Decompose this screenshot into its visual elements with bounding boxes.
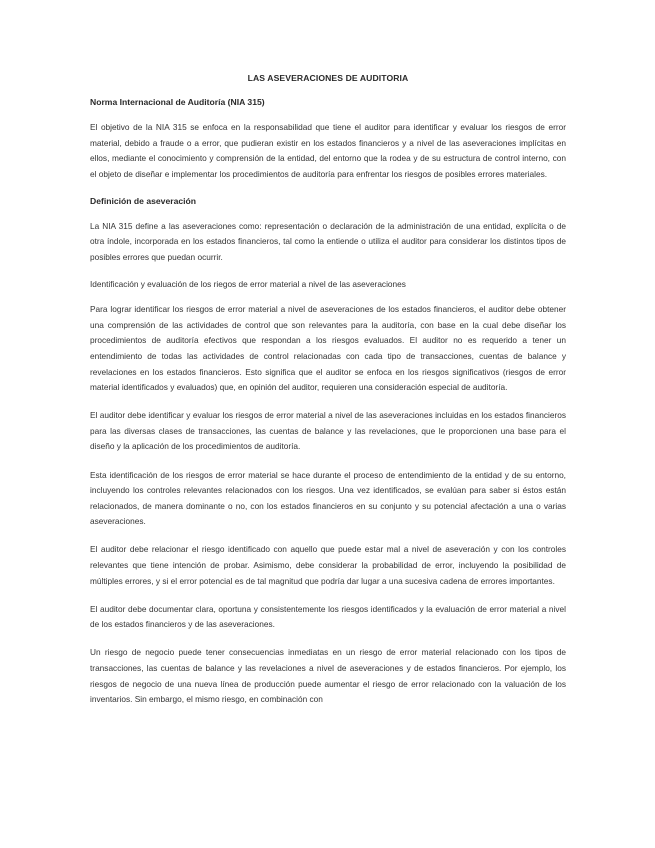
paragraph-body: Esta identificación de los riesgos de error material se hace durante el proceso de entendimiento de la entidad y de su entorno, incluyendo los controles relevantes relacionados con los riesgos. Una vez identificados, se evalúan para saber si éstos están relacionados, de manera dominante o no, con los estados financieros en su conjunto y su potencial afectación a una o varias aseveraciones. — [90, 469, 566, 527]
document-page — [90, 72, 566, 720]
paragraph-body: Un riesgo de negocio puede tener consecuencias inmediatas en un riesgo de error material relacionado con los tipos de transacciones, las cuentas de balance y las revelaciones a nivel de aseveraciones y de estados financieros. Por ejemplo, los riesgos de negocio de una nueva línea de producción puede aumentar el riesgo de error relacionado con la valuación de los inventarios. Sin embargo, el mismo riesgo, en combinación con — [90, 647, 566, 705]
paragraph-body: El auditor debe relacionar el riesgo identificado con aquello que puede estar mal a nivel de aseveración y con los controles relevantes que tiene intención de probar. Asimismo, debe considerar la probabilidad de error, incluyendo la posibilidad de múltiples errores, y si el error potencial es de tal magnitud que podría dar lugar a una sucesiva cadena de errores importantes. — [90, 544, 566, 586]
paragraph-definicion: La NIA 315 define a las aseveraciones como: representación o declaración de la administración de una entidad, explícita o de otra índole, incorporada en los estados financieros, tal como la entiende o utiliza el auditor para considerar los distintos tipos de posibles errores que puedan ocurrir. — [90, 220, 566, 263]
document-title: LAS ASEVERACIONES DE AUDITORIA — [247, 73, 409, 83]
section-heading-definicion: Definición de aseveración — [90, 195, 197, 206]
paragraph-body: El auditor debe documentar clara, oportuna y consistentemente los riesgos identificados y la evaluación de error material a nivel de los estados financieros y de las aseveraciones. — [90, 603, 566, 630]
paragraph-body: Para lograr identificar los riesgos de error material a nivel de aseveraciones de los estados financieros, el auditor debe obtener una comprensión de las actividades de control que son relevantes para la auditoría, con base en la cual debe diseñar los procedimientos de auditoría efectivos que respondan a los riesgos evaluados. El auditor no es requerido a tener un entendimiento de todas las actividades de control relacionadas con cada tipo de transacciones, cuentas de balance y revelaciones en los estados financieros. Esto significa que el auditor se enfoca en los riesgos significativos (riesgos de error material identificados y evaluados) que, en opinión del auditor, requieren una consideración especial de auditoría. — [90, 304, 566, 393]
paragraph-objetivo: El objetivo de la NIA 315 se enfoca en la responsabilidad que tiene el auditor para identificar y evaluar los riesgos de error material, debido a fraude o a error, que pudieran existir en los estados financieros y a nivel de las aseveraciones implícitas en ellos, mediante el conocimiento y comprensión de la entidad, del entorno que la rodea y de su estructura de control interno, con el objeto de diseñar e implementar los procedimientos de auditoría para enfrentar los riesgos de posibles errores materiales. — [90, 122, 566, 179]
section-subheading-identificacion: Identificación y evaluación de los riegos de error material a nivel de las aseveraciones — [90, 279, 406, 290]
paragraph-body: El auditor debe identificar y evaluar los riesgos de error material a nivel de las aseveraciones incluidas en los estados financieros para las diversas clases de transacciones, las cuentas de balance y las revelaciones, que le proporcionen una base para el diseño y la aplicación de los procedimientos de auditoría. — [90, 410, 566, 452]
section-heading-nia315: Norma Internacional de Auditoría (NIA 315) — [90, 97, 265, 107]
